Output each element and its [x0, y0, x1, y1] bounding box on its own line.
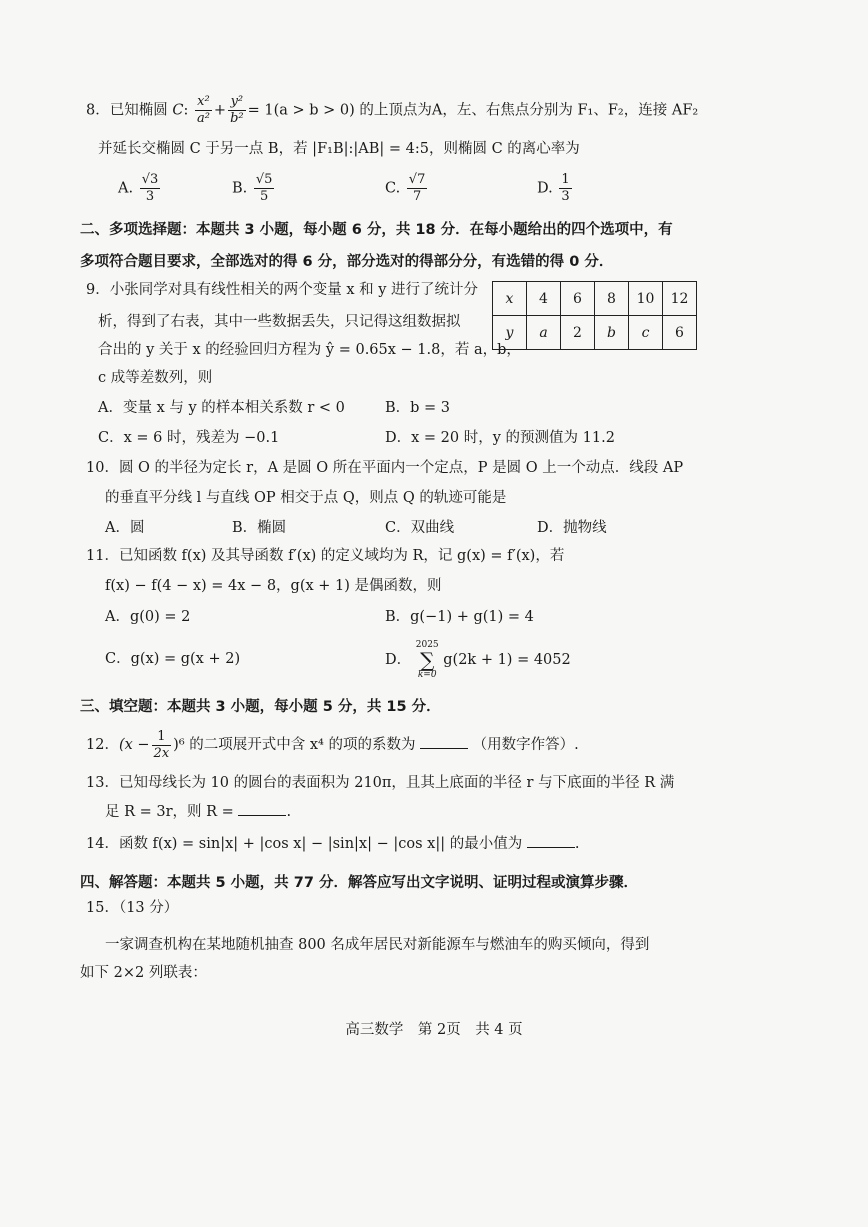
section3-heading: 三、填空题：本题共 3 小题，每小题 5 分，共 15 分． [80, 699, 441, 715]
q11-option-d: D． 2025 ∑ k=0 g(2k + 1) = 4052 [385, 640, 571, 680]
q14-line: 14．函数 f(x) = sin|x| + |cos x| − |sin|x| − |cos x|| 的最小值为 . [86, 833, 579, 854]
q10-option-c: C．双曲线 [385, 520, 455, 536]
table-cell: 4 [527, 282, 561, 316]
q8-frac-y: $\frac{\text{y²}}{\text{b²}}$ [230, 94, 244, 126]
q14-answer-blank [527, 833, 575, 848]
q8-line1: 8．已知椭圆 C: $\frac{\text{x²}}{\text{a²}}$ + $\frac{\text{y²}}{\text{b²}}$ = 1(a > b > 0) 的上顶点为A，左、右焦点分别为 F₁、F₂，连接 AF₂ [86, 94, 699, 126]
q11-line2: f(x) − f(4 − x) = 4x − 8，g(x + 1) 是偶函数，则 [105, 578, 442, 594]
page-footer: 高三数学 第 2页 共 4 页 [345, 1022, 523, 1038]
q8-eq-tail: = 1(a > b > 0) [247, 102, 355, 119]
q9-option-b: B．b = 3 [385, 400, 451, 416]
q8-line2: 并延长交椭圆 C 于另一点 B，若 |F₁B|:|AB| = 4:5，则椭圆 C 的离心率为 [98, 141, 580, 157]
table-cell: 10 [629, 282, 663, 316]
table-cell: a [527, 316, 561, 350]
q9-table-row-x [493, 282, 697, 316]
q15-line1: 一家调查机构在某地随机抽查 800 名成年居民对新能源车与燃油车的购买倾向，得到 [105, 937, 650, 953]
section2-heading-line1: 二、多项选择题：本题共 3 小题，每小题 6 分，共 18 分．在每小题给出的四个选项中，有 [80, 222, 673, 238]
table-cell: y [493, 316, 527, 350]
q15-line2: 如下 2×2 列联表： [80, 965, 207, 981]
q9-option-c: C．x = 6 时，残差为 −0.1 [98, 430, 280, 446]
q10-option-d: D．抛物线 [537, 520, 607, 536]
q10-line2: 的垂直平分线 l 与直线 OP 相交于点 Q，则点 Q 的轨迹可能是 [105, 490, 507, 506]
q9-line4: c 成等差数列，则 [98, 370, 213, 386]
q11-option-a: A．g(0) = 2 [105, 609, 191, 625]
table-cell: c [629, 316, 663, 350]
q9-option-a: A．变量 x 与 y 的样本相关系数 r < 0 [98, 400, 345, 416]
q8-text-a: 的上顶点为 [359, 102, 432, 119]
q8-option-a: A. $\frac{√3}{3}$ [118, 172, 159, 204]
q8-option-d: D. $\frac{1}{3}$ [537, 172, 570, 204]
q15-head: 15．（13 分） [86, 900, 179, 916]
q11-line1: 11．已知函数 f(x) 及其导函数 f′(x) 的定义域均为 R，记 g(x) = f′(x)，若 [86, 548, 565, 564]
q12-line: 12．(x − $\frac{1}{2x}$ )⁶ 的二项展开式中含 x⁴ 的项的系数为 （用数字作答）. [86, 728, 579, 761]
q8-prefix: 8．已知椭圆 [86, 102, 168, 119]
q13-line2: 足 R = 3r，则 R = . [105, 801, 291, 822]
q12-answer-blank [420, 734, 468, 749]
q8-option-b: B. $\frac{√5}{5}$ [232, 172, 273, 204]
q9-option-d: D．x = 20 时，y 的预测值为 11.2 [385, 430, 615, 446]
q9-line2: 析，得到了右表，其中一些数据丢失，只记得这组数据拟 [98, 314, 461, 330]
q10-option-a: A．圆 [105, 520, 145, 536]
q8-option-c: C. $\frac{√7}{7}$ [385, 172, 426, 204]
q13-line1: 13．已知母线长为 10 的圆台的表面积为 210π，且其上底面的半径 r 与下底面的半径 R 满 [86, 775, 675, 791]
table-cell: 12 [663, 282, 697, 316]
q8-text-b: A，左、右焦点分别为 F₁、F₂，连接 AF₂ [431, 102, 699, 119]
table-cell: 8 [595, 282, 629, 316]
q10-option-b: B．椭圆 [232, 520, 287, 536]
q9-table-row-y [493, 316, 697, 350]
q9-data-table [492, 281, 697, 350]
table-cell: 6 [663, 316, 697, 350]
q11-option-b: B．g(−1) + g(1) = 4 [385, 609, 534, 625]
section2-heading-line2: 多项符合题目要求，全部选对的得 6 分，部分选对的得部分分，有选错的得 0 分． [80, 254, 614, 270]
q13-answer-blank [238, 801, 286, 816]
section4-heading: 四、解答题：本题共 5 小题，共 77 分．解答应写出文字说明、证明过程或演算步骤． [80, 875, 638, 891]
table-cell: b [595, 316, 629, 350]
table-cell: x [493, 282, 527, 316]
q10-line1: 10．圆 O 的半径为定长 r，A 是圆 O 所在平面内一个定点，P 是圆 O 上一个动点．线段 AP [86, 460, 684, 476]
q8-curve-name: C [172, 102, 184, 119]
q9-line3: 合出的 y 关于 x 的经验回归方程为 ŷ = 0.65x − 1.8，若 a，b， [98, 342, 521, 358]
table-cell: 6 [561, 282, 595, 316]
q9-line1: 9．小张同学对具有线性相关的两个变量 x 和 y 进行了统计分 [86, 282, 479, 298]
q8-frac-x: $\frac{\text{x²}}{\text{a²}}$ [196, 94, 210, 126]
table-cell: 2 [561, 316, 595, 350]
q11-option-c: C．g(x) = g(x + 2) [105, 651, 241, 667]
